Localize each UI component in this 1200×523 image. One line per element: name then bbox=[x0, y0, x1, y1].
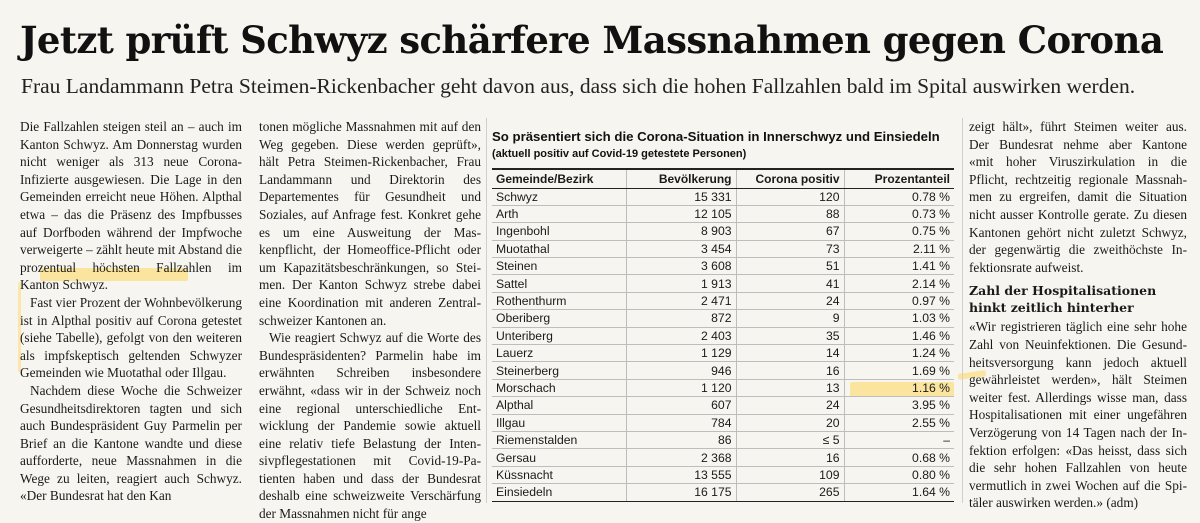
table-cell: Küssnacht bbox=[492, 466, 626, 483]
corona-table bbox=[492, 168, 954, 502]
table-cell: Riemenstalden bbox=[492, 431, 626, 448]
table-cell: 0.73 % bbox=[844, 205, 954, 222]
table-cell: ≤ 5 bbox=[736, 431, 844, 448]
table-row bbox=[492, 205, 954, 222]
table-cell: Schwyz bbox=[492, 188, 626, 205]
table-row bbox=[492, 431, 954, 448]
table-cell: 14 bbox=[736, 345, 844, 362]
table-header-row bbox=[492, 169, 954, 188]
table-row bbox=[492, 414, 954, 431]
table-cell: 1.64 % bbox=[844, 484, 954, 501]
table-cell: 1.16 % bbox=[844, 379, 954, 396]
table-cell: Oberiberg bbox=[492, 310, 626, 327]
table-cell: 8 903 bbox=[626, 223, 736, 240]
table-cell: 3 608 bbox=[626, 258, 736, 275]
table-row bbox=[492, 397, 954, 414]
table-row bbox=[492, 362, 954, 379]
table-cell: Sattel bbox=[492, 275, 626, 292]
paragraph: Die Fallzahlen steigen steil an – auch im Kanton Schwyz. Am Donnerstag wurden nicht weniger als 313 neue Corona-Infizierte ausgewiesen. Die Lage in den Gemeinden erreicht neue Höhen. Alpthal etwa – das die Präsenz des Impfbusses auf Dorfboden während der Impfwoche verweigerte – zählt heute mit Abstand die prozentual höchsten Fallzahlen im Kanton Schwyz. bbox=[20, 119, 242, 293]
table-cell: Rothenthurm bbox=[492, 292, 626, 309]
table-row bbox=[492, 345, 954, 362]
table-cell: 51 bbox=[736, 258, 844, 275]
table-row bbox=[492, 379, 954, 396]
table-cell: 24 bbox=[736, 292, 844, 309]
table-cell: Illgau bbox=[492, 414, 626, 431]
table-title bbox=[492, 129, 954, 162]
table-row bbox=[492, 240, 954, 257]
paragraph: Wie reagiert Schwyz auf die Worte des Bundespräsidenten? Parmelin habe im erwähnten Schreiben insbesondere erwähnt, «dass wir in der Schweiz noch eine regional unterschiedliche Entwicklung der Pandemie sowie aktuell eine relativ tiefe Belastung der Intensivpflegestationen mit Covid-19-Patienten haben und dass der Bundesrat deshalb eine schweizweite Verschärfung der Massnahmen nicht für ange bbox=[259, 330, 481, 522]
table-cell: 1 129 bbox=[626, 345, 736, 362]
table-cell: Alpthal bbox=[492, 397, 626, 414]
table-cell: Gersau bbox=[492, 449, 626, 466]
table-cell: Lauerz bbox=[492, 345, 626, 362]
table-cell: 24 bbox=[736, 397, 844, 414]
subtitle: Frau Landammann Petra Steimen-Rickenbacher geht davon aus, dass sich die hohen Fallzahlen bald im Spital auswirken werden. bbox=[21, 74, 1136, 98]
table-cell: 1.41 % bbox=[844, 258, 954, 275]
table-cell: Ingenbohl bbox=[492, 223, 626, 240]
table-cell: 784 bbox=[626, 414, 736, 431]
table-cell: 2 471 bbox=[626, 292, 736, 309]
table-cell: 265 bbox=[736, 484, 844, 501]
table-cell: 2.14 % bbox=[844, 275, 954, 292]
table-cell: 67 bbox=[736, 223, 844, 240]
table-cell: 13 bbox=[736, 379, 844, 396]
table-note: (aktuell positiv auf Covid-19 getestete Personen) bbox=[492, 148, 747, 160]
table-cell: 1.69 % bbox=[844, 362, 954, 379]
column-header: Bevölkerung bbox=[626, 169, 736, 188]
table-cell: 607 bbox=[626, 397, 736, 414]
column-header: Corona positiv bbox=[736, 169, 844, 188]
paragraph: tonen mögliche Massnahmen mit auf den Weg gegeben. Diese werden geprüft», hält Petra Steimen-Rickenbacher, Frau Landammann und Direktorin des Departementes für Gesundheit und Soziales, auf Anfrage fest. Konkret gehe es um eine Ausweitung der Maskenpflicht, der Homeoffice-Pflicht oder um Kapazitätsbeschränkungen, so Steimen. Der Kanton Schwyz strebe dabei eine Koordination mit anderen Zentralschweizer Kantonen an. bbox=[259, 119, 481, 328]
table-row bbox=[492, 449, 954, 466]
table-cell: 1.03 % bbox=[844, 310, 954, 327]
corona-table-box bbox=[492, 129, 954, 504]
table-cell: 872 bbox=[626, 310, 736, 327]
article-column-2 bbox=[259, 118, 481, 523]
table-cell: 12 105 bbox=[626, 205, 736, 222]
table-cell: 0.78 % bbox=[844, 188, 954, 205]
paragraph: zeigt hält», führt Steimen weiter aus. Der Bundesrat nehme aber Kantone «mit hoher Viruszirkulation in die Pflicht, rechtzeitig regionale Massnahmen zu ergreifen, damit die Situation nicht ausser Kontrolle gerate. Zu diesen Kantonen gehört nicht zuletzt Schwyz, der gegenwärtig die zweithöchste Infektionsrate aufweist. bbox=[969, 119, 1187, 275]
section-heading: Zahl der Hospitalisationen hinkt zeitlich hinterher bbox=[969, 283, 1157, 315]
table-row bbox=[492, 327, 954, 344]
table-cell: 88 bbox=[736, 205, 844, 222]
table-cell: 41 bbox=[736, 275, 844, 292]
column-header: Prozentanteil bbox=[844, 169, 954, 188]
table-row bbox=[492, 466, 954, 483]
table-cell: 2.11 % bbox=[844, 240, 954, 257]
table-cell: 0.97 % bbox=[844, 292, 954, 309]
table-cell: 109 bbox=[736, 466, 844, 483]
table-cell: 0.68 % bbox=[844, 449, 954, 466]
table-cell: 0.75 % bbox=[844, 223, 954, 240]
table-cell: 120 bbox=[736, 188, 844, 205]
table-cell: 2 403 bbox=[626, 327, 736, 344]
table-row bbox=[492, 258, 954, 275]
table-row bbox=[492, 275, 954, 292]
table-row bbox=[492, 310, 954, 327]
table-cell: 35 bbox=[736, 327, 844, 344]
table-cell: 3.95 % bbox=[844, 397, 954, 414]
table-cell: 20 bbox=[736, 414, 844, 431]
table-cell: 2.55 % bbox=[844, 414, 954, 431]
table-row bbox=[492, 223, 954, 240]
table-cell: Unteriberg bbox=[492, 327, 626, 344]
table-cell: 1.24 % bbox=[844, 345, 954, 362]
table-cell: Einsiedeln bbox=[492, 484, 626, 501]
column-header: Gemeinde/Bezirk bbox=[492, 169, 626, 188]
table-cell: 2 368 bbox=[626, 449, 736, 466]
table-cell: 16 bbox=[736, 449, 844, 466]
table-cell: 16 175 bbox=[626, 484, 736, 501]
table-cell: 86 bbox=[626, 431, 736, 448]
headline: Jetzt prüft Schwyz schärfere Massnahmen gegen Corona bbox=[20, 18, 1164, 62]
table-cell: 1.46 % bbox=[844, 327, 954, 344]
table-title-text: So präsentiert sich die Corona-Situation in Innerschwyz und Einsiedeln bbox=[492, 129, 940, 144]
table-cell: Muotathal bbox=[492, 240, 626, 257]
article-column-1 bbox=[20, 118, 242, 505]
table-row bbox=[492, 484, 954, 501]
table-cell: Steinerberg bbox=[492, 362, 626, 379]
column-divider bbox=[962, 118, 963, 503]
table-row bbox=[492, 188, 954, 205]
table-cell: Arth bbox=[492, 205, 626, 222]
paragraph: Nachdem diese Woche die Schweizer Gesundheitsdirektoren tagten und sich auch Bundespräsident Guy Parmelin per Brief an die Kantone wandte und diese aufforderte, neue Massnahmen in die Wege zu leiten, reagiert auch Schwyz. «Der Bundesrat hat den Kan bbox=[20, 382, 242, 504]
table-cell: 13 555 bbox=[626, 466, 736, 483]
table-cell: 9 bbox=[736, 310, 844, 327]
table-cell: 1 120 bbox=[626, 379, 736, 396]
table-cell: 15 331 bbox=[626, 188, 736, 205]
table-cell: 1 913 bbox=[626, 275, 736, 292]
table-cell: 73 bbox=[736, 240, 844, 257]
table-row bbox=[492, 292, 954, 309]
table-cell: 946 bbox=[626, 362, 736, 379]
table-cell: 16 bbox=[736, 362, 844, 379]
article-column-4 bbox=[969, 118, 1187, 512]
table-cell: Steinen bbox=[492, 258, 626, 275]
paragraph: «Wir registrieren täglich eine sehr hohe Zahl von Neuinfektionen. Die Gesundheitsversorgung kann jedoch aktuell gewährleistet werden», hält Steimen weiter fest. Allerdings wisse man, dass Hospitalisationen mit einer ungefähren Verzögerung von 14 Tagen nach der Infektion erfolgen: «Das heisst, dass sich die sehr hohen Fallzahlen von heute vermutlich in zwei Wochen auf die Spitäler auswirken werden.» (adm) bbox=[969, 319, 1187, 511]
paragraph: Fast vier Prozent der Wohnbevölkerung ist in Alpthal positiv auf Corona getestet (siehe Tabelle), gefolgt von den weiteren als impfskeptisch geltenden Schwyzer Gemeinden wie Muotathal oder Illgau. bbox=[20, 294, 242, 381]
table-cell: 3 454 bbox=[626, 240, 736, 257]
table-cell: Morschach bbox=[492, 379, 626, 396]
table-cell: 0.80 % bbox=[844, 466, 954, 483]
table-cell: – bbox=[844, 431, 954, 448]
column-divider bbox=[486, 118, 487, 503]
